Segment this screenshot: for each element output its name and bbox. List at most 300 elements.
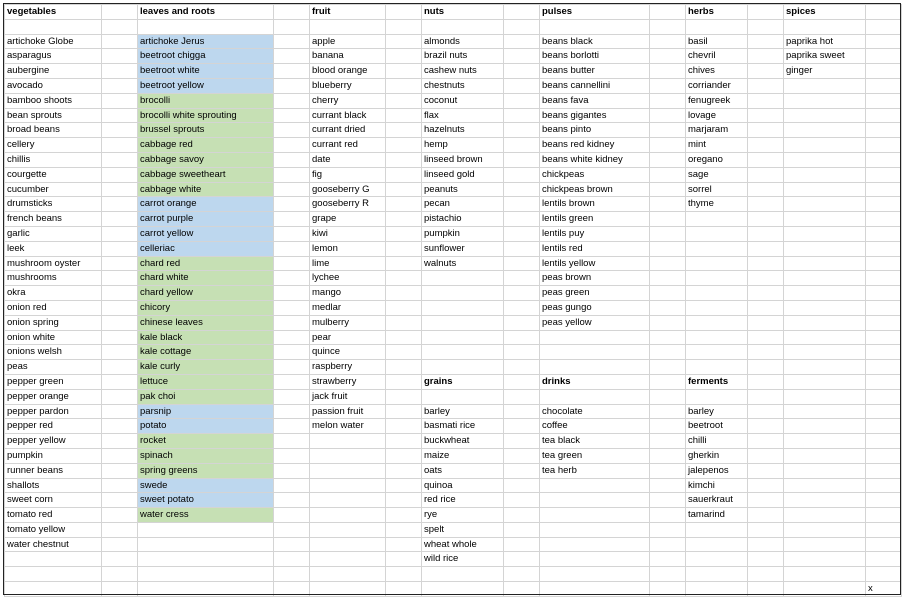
cell[interactable]	[386, 197, 422, 212]
pulse-cell[interactable]: beans pinto	[540, 123, 650, 138]
herb-cell[interactable]: sage	[686, 167, 748, 182]
cell[interactable]	[748, 419, 784, 434]
cell[interactable]	[310, 478, 386, 493]
pulse-cell[interactable]: lentils green	[540, 212, 650, 227]
cell[interactable]	[274, 123, 310, 138]
leaves-and-roots-cell[interactable]: carrot purple	[138, 212, 274, 227]
cell[interactable]	[504, 419, 540, 434]
cell[interactable]	[386, 19, 422, 34]
cell[interactable]	[386, 448, 422, 463]
cell[interactable]	[386, 286, 422, 301]
cell[interactable]	[748, 434, 784, 449]
cell[interactable]	[422, 567, 504, 582]
cell[interactable]	[274, 138, 310, 153]
vegetable-cell[interactable]: drumsticks	[5, 197, 102, 212]
cell[interactable]	[686, 330, 748, 345]
cell[interactable]	[504, 463, 540, 478]
cell[interactable]	[138, 537, 274, 552]
cell[interactable]	[784, 286, 866, 301]
header-fruit[interactable]: fruit	[310, 5, 386, 20]
cell[interactable]	[650, 345, 686, 360]
cell[interactable]	[386, 152, 422, 167]
vegetable-cell[interactable]: aubergine	[5, 64, 102, 79]
fruit-cell[interactable]: gooseberry R	[310, 197, 386, 212]
fruit-cell[interactable]: jack fruit	[310, 389, 386, 404]
cell[interactable]	[274, 108, 310, 123]
cell[interactable]	[386, 123, 422, 138]
cell[interactable]	[386, 108, 422, 123]
cell[interactable]	[386, 315, 422, 330]
fruit-cell[interactable]: blood orange	[310, 64, 386, 79]
cell[interactable]	[784, 567, 866, 582]
cell[interactable]	[784, 108, 866, 123]
cell[interactable]	[274, 389, 310, 404]
cell[interactable]	[386, 241, 422, 256]
nut-cell[interactable]: sunflower	[422, 241, 504, 256]
herb-cell[interactable]: thyme	[686, 197, 748, 212]
cell[interactable]	[650, 49, 686, 64]
cell[interactable]	[102, 522, 138, 537]
cell[interactable]	[650, 78, 686, 93]
fruit-cell[interactable]: grape	[310, 212, 386, 227]
cell[interactable]	[504, 78, 540, 93]
fruit-cell[interactable]: strawberry	[310, 374, 386, 389]
cell[interactable]	[274, 300, 310, 315]
header-herbs[interactable]: herbs	[686, 5, 748, 20]
cell[interactable]	[748, 567, 784, 582]
cell[interactable]	[5, 567, 102, 582]
cell[interactable]	[102, 330, 138, 345]
cell[interactable]	[386, 522, 422, 537]
pulse-cell[interactable]: beans borlotti	[540, 49, 650, 64]
leaves-and-roots-cell[interactable]: chinese leaves	[138, 315, 274, 330]
cell[interactable]	[310, 448, 386, 463]
cell[interactable]	[784, 315, 866, 330]
cell[interactable]	[504, 108, 540, 123]
cell[interactable]	[748, 123, 784, 138]
fruit-cell[interactable]: passion fruit	[310, 404, 386, 419]
cell[interactable]	[540, 552, 650, 567]
cell[interactable]	[504, 522, 540, 537]
ferment-cell[interactable]: tamarind	[686, 508, 748, 523]
cell[interactable]	[504, 434, 540, 449]
cell[interactable]	[748, 300, 784, 315]
cell[interactable]	[748, 152, 784, 167]
cell[interactable]	[504, 138, 540, 153]
pulse-cell[interactable]: beans white kidney	[540, 152, 650, 167]
cell[interactable]	[866, 271, 902, 286]
cell[interactable]	[748, 493, 784, 508]
cell[interactable]	[274, 434, 310, 449]
cell[interactable]	[274, 374, 310, 389]
cell[interactable]	[650, 64, 686, 79]
leaves-and-roots-cell[interactable]: parsnip	[138, 404, 274, 419]
cell[interactable]	[650, 167, 686, 182]
grain-cell[interactable]: wheat whole	[422, 537, 504, 552]
cell[interactable]	[686, 537, 748, 552]
cell[interactable]	[102, 419, 138, 434]
cell[interactable]	[748, 463, 784, 478]
cell[interactable]	[748, 404, 784, 419]
cell[interactable]	[274, 552, 310, 567]
cell[interactable]	[386, 93, 422, 108]
cell[interactable]	[686, 286, 748, 301]
nut-cell[interactable]: pumpkin	[422, 226, 504, 241]
leaves-and-roots-cell[interactable]: cabbage savoy	[138, 152, 274, 167]
cell[interactable]	[504, 152, 540, 167]
herb-cell[interactable]: mint	[686, 138, 748, 153]
marker-x[interactable]: x	[866, 582, 902, 597]
cell[interactable]	[102, 478, 138, 493]
fruit-cell[interactable]: lemon	[310, 241, 386, 256]
cell[interactable]	[422, 19, 504, 34]
cell[interactable]	[504, 212, 540, 227]
cell[interactable]	[422, 360, 504, 375]
cell[interactable]	[650, 241, 686, 256]
cell[interactable]	[504, 271, 540, 286]
cell[interactable]	[504, 197, 540, 212]
cell[interactable]	[540, 493, 650, 508]
cell[interactable]	[504, 567, 540, 582]
cell[interactable]	[274, 286, 310, 301]
fruit-cell[interactable]: mango	[310, 286, 386, 301]
cell[interactable]	[686, 360, 748, 375]
fruit-cell[interactable]: mulberry	[310, 315, 386, 330]
cell[interactable]	[866, 108, 902, 123]
spice-cell[interactable]: paprika hot	[784, 34, 866, 49]
cell[interactable]	[386, 34, 422, 49]
cell[interactable]	[650, 434, 686, 449]
cell[interactable]	[274, 522, 310, 537]
cell[interactable]	[386, 300, 422, 315]
ferment-cell[interactable]: jalepenos	[686, 463, 748, 478]
cell[interactable]	[274, 582, 310, 597]
cell[interactable]	[504, 508, 540, 523]
vegetable-cell[interactable]: onions welsh	[5, 345, 102, 360]
cell[interactable]	[686, 271, 748, 286]
pulse-cell[interactable]: beans black	[540, 34, 650, 49]
cell[interactable]	[866, 434, 902, 449]
cell[interactable]	[422, 300, 504, 315]
cell[interactable]	[274, 567, 310, 582]
cell[interactable]	[650, 522, 686, 537]
cell[interactable]	[386, 256, 422, 271]
cell[interactable]	[274, 152, 310, 167]
cell[interactable]	[748, 286, 784, 301]
cell[interactable]	[274, 508, 310, 523]
cell[interactable]	[274, 315, 310, 330]
cell[interactable]	[748, 226, 784, 241]
cell[interactable]	[650, 226, 686, 241]
vegetable-cell[interactable]: mushrooms	[5, 271, 102, 286]
grain-cell[interactable]: red rice	[422, 493, 504, 508]
cell[interactable]	[504, 226, 540, 241]
vegetable-cell[interactable]: onion spring	[5, 315, 102, 330]
cell[interactable]	[310, 434, 386, 449]
cell[interactable]	[102, 49, 138, 64]
vegetable-cell[interactable]: bamboo shoots	[5, 93, 102, 108]
cell[interactable]	[784, 241, 866, 256]
cell[interactable]	[784, 123, 866, 138]
vegetable-cell[interactable]: broad beans	[5, 123, 102, 138]
cell[interactable]	[386, 226, 422, 241]
cell[interactable]	[386, 508, 422, 523]
header-nuts[interactable]: nuts	[422, 5, 504, 20]
cell[interactable]	[784, 582, 866, 597]
cell[interactable]	[540, 478, 650, 493]
cell[interactable]	[504, 256, 540, 271]
nut-cell[interactable]: coconut	[422, 93, 504, 108]
header-grains[interactable]: grains	[422, 374, 504, 389]
cell[interactable]	[650, 5, 686, 20]
cell[interactable]	[386, 138, 422, 153]
nut-cell[interactable]: brazil nuts	[422, 49, 504, 64]
drink-cell[interactable]: tea green	[540, 448, 650, 463]
leaves-and-roots-cell[interactable]: water cress	[138, 508, 274, 523]
pulse-cell[interactable]: beans red kidney	[540, 138, 650, 153]
leaves-and-roots-cell[interactable]: kale curly	[138, 360, 274, 375]
ferment-cell[interactable]: kimchi	[686, 478, 748, 493]
cell[interactable]	[386, 212, 422, 227]
cell[interactable]	[866, 300, 902, 315]
cell[interactable]	[274, 256, 310, 271]
cell[interactable]	[866, 360, 902, 375]
cell[interactable]	[650, 448, 686, 463]
cell[interactable]	[274, 78, 310, 93]
cell[interactable]	[102, 78, 138, 93]
cell[interactable]	[748, 360, 784, 375]
leaves-and-roots-cell[interactable]: brussel sprouts	[138, 123, 274, 138]
cell[interactable]	[138, 19, 274, 34]
cell[interactable]	[784, 434, 866, 449]
ferment-cell[interactable]: chilli	[686, 434, 748, 449]
cell[interactable]	[748, 197, 784, 212]
cell[interactable]	[866, 286, 902, 301]
cell[interactable]	[386, 345, 422, 360]
cell[interactable]	[784, 19, 866, 34]
vegetable-cell[interactable]: tomato red	[5, 508, 102, 523]
nut-cell[interactable]: cashew nuts	[422, 64, 504, 79]
cell[interactable]	[102, 567, 138, 582]
pulse-cell[interactable]: beans fava	[540, 93, 650, 108]
leaves-and-roots-cell[interactable]: cabbage red	[138, 138, 274, 153]
cell[interactable]	[504, 64, 540, 79]
cell[interactable]	[866, 167, 902, 182]
cell[interactable]	[422, 271, 504, 286]
cell[interactable]	[686, 389, 748, 404]
vegetable-cell[interactable]: leek	[5, 241, 102, 256]
cell[interactable]	[866, 508, 902, 523]
cell[interactable]	[386, 434, 422, 449]
nut-cell[interactable]: peanuts	[422, 182, 504, 197]
pulse-cell[interactable]: beans cannellini	[540, 78, 650, 93]
herb-cell[interactable]: corriander	[686, 78, 748, 93]
cell[interactable]	[650, 138, 686, 153]
cell[interactable]	[274, 463, 310, 478]
cell[interactable]	[102, 138, 138, 153]
cell[interactable]	[102, 315, 138, 330]
cell[interactable]	[650, 152, 686, 167]
fruit-cell[interactable]: pear	[310, 330, 386, 345]
cell[interactable]	[504, 34, 540, 49]
cell[interactable]	[102, 64, 138, 79]
herb-cell[interactable]: fenugreek	[686, 93, 748, 108]
cell[interactable]	[784, 152, 866, 167]
cell[interactable]	[866, 34, 902, 49]
cell[interactable]	[784, 463, 866, 478]
cell[interactable]	[540, 330, 650, 345]
cell[interactable]	[386, 389, 422, 404]
grain-cell[interactable]: basmati rice	[422, 419, 504, 434]
cell[interactable]	[102, 493, 138, 508]
cell[interactable]	[102, 123, 138, 138]
cell[interactable]	[866, 197, 902, 212]
cell[interactable]	[784, 226, 866, 241]
cell[interactable]	[386, 64, 422, 79]
cell[interactable]	[5, 582, 102, 597]
cell[interactable]	[866, 345, 902, 360]
cell[interactable]	[866, 182, 902, 197]
cell[interactable]	[102, 226, 138, 241]
cell[interactable]	[540, 567, 650, 582]
cell[interactable]	[866, 330, 902, 345]
cell[interactable]	[102, 108, 138, 123]
leaves-and-roots-cell[interactable]: celleriac	[138, 241, 274, 256]
cell[interactable]	[138, 582, 274, 597]
ferment-cell[interactable]: gherkin	[686, 448, 748, 463]
nut-cell[interactable]: almonds	[422, 34, 504, 49]
vegetable-cell[interactable]: tomato yellow	[5, 522, 102, 537]
cell[interactable]	[386, 49, 422, 64]
leaves-and-roots-cell[interactable]: rocket	[138, 434, 274, 449]
cell[interactable]	[784, 360, 866, 375]
fruit-cell[interactable]: lime	[310, 256, 386, 271]
cell[interactable]	[102, 582, 138, 597]
cell[interactable]	[386, 419, 422, 434]
vegetable-cell[interactable]: french beans	[5, 212, 102, 227]
cell[interactable]	[866, 478, 902, 493]
cell[interactable]	[274, 182, 310, 197]
cell[interactable]	[784, 167, 866, 182]
vegetable-cell[interactable]: pepper green	[5, 374, 102, 389]
cell[interactable]	[274, 345, 310, 360]
cell[interactable]	[504, 300, 540, 315]
grain-cell[interactable]: spelt	[422, 522, 504, 537]
cell[interactable]	[422, 330, 504, 345]
cell[interactable]	[274, 404, 310, 419]
cell[interactable]	[866, 5, 902, 20]
spice-cell[interactable]: paprika sweet	[784, 49, 866, 64]
cell[interactable]	[686, 315, 748, 330]
cell[interactable]	[274, 212, 310, 227]
cell[interactable]	[422, 389, 504, 404]
vegetable-cell[interactable]: onion red	[5, 300, 102, 315]
pulse-cell[interactable]: lentils red	[540, 241, 650, 256]
cell[interactable]	[650, 508, 686, 523]
cell[interactable]	[504, 582, 540, 597]
cell[interactable]	[274, 448, 310, 463]
cell[interactable]	[386, 374, 422, 389]
cell[interactable]	[686, 241, 748, 256]
cell[interactable]	[866, 49, 902, 64]
cell[interactable]	[866, 152, 902, 167]
cell[interactable]	[650, 389, 686, 404]
cell[interactable]	[274, 241, 310, 256]
cell[interactable]	[422, 582, 504, 597]
cell[interactable]	[784, 138, 866, 153]
cell[interactable]	[748, 374, 784, 389]
pulse-cell[interactable]: lentils yellow	[540, 256, 650, 271]
cell[interactable]	[650, 300, 686, 315]
cell[interactable]	[102, 300, 138, 315]
leaves-and-roots-cell[interactable]: pak choi	[138, 389, 274, 404]
cell[interactable]	[138, 552, 274, 567]
vegetable-cell[interactable]: okra	[5, 286, 102, 301]
cell[interactable]	[748, 330, 784, 345]
fruit-cell[interactable]: currant black	[310, 108, 386, 123]
ferment-cell[interactable]: beetroot	[686, 419, 748, 434]
cell[interactable]	[784, 330, 866, 345]
drink-cell[interactable]: chocolate	[540, 404, 650, 419]
cell[interactable]	[784, 256, 866, 271]
nut-cell[interactable]: hazelnuts	[422, 123, 504, 138]
cell[interactable]	[784, 197, 866, 212]
cell[interactable]	[274, 478, 310, 493]
cell[interactable]	[386, 537, 422, 552]
cell[interactable]	[102, 182, 138, 197]
cell[interactable]	[650, 360, 686, 375]
leaves-and-roots-cell[interactable]: cabbage white	[138, 182, 274, 197]
nut-cell[interactable]: hemp	[422, 138, 504, 153]
cell[interactable]	[866, 552, 902, 567]
cell[interactable]	[102, 537, 138, 552]
cell[interactable]	[686, 582, 748, 597]
leaves-and-roots-cell[interactable]: spinach	[138, 448, 274, 463]
cell[interactable]	[748, 508, 784, 523]
cell[interactable]	[650, 478, 686, 493]
nut-cell[interactable]: linseed brown	[422, 152, 504, 167]
vegetable-cell[interactable]: courgette	[5, 167, 102, 182]
vegetable-cell[interactable]: sweet corn	[5, 493, 102, 508]
cell[interactable]	[386, 78, 422, 93]
cell[interactable]	[748, 5, 784, 20]
leaves-and-roots-cell[interactable]: beetroot white	[138, 64, 274, 79]
cell[interactable]	[386, 404, 422, 419]
cell[interactable]	[386, 330, 422, 345]
vegetable-cell[interactable]: cellery	[5, 138, 102, 153]
cell[interactable]	[102, 434, 138, 449]
cell[interactable]	[102, 34, 138, 49]
fruit-cell[interactable]: banana	[310, 49, 386, 64]
cell[interactable]	[784, 78, 866, 93]
cell[interactable]	[748, 389, 784, 404]
cell[interactable]	[650, 419, 686, 434]
leaves-and-roots-cell[interactable]: brocolli	[138, 93, 274, 108]
leaves-and-roots-cell[interactable]: lettuce	[138, 374, 274, 389]
vegetable-cell[interactable]: pumpkin	[5, 448, 102, 463]
leaves-and-roots-cell[interactable]: chicory	[138, 300, 274, 315]
vegetable-cell[interactable]: avocado	[5, 78, 102, 93]
cell[interactable]	[784, 493, 866, 508]
header-pulses[interactable]: pulses	[540, 5, 650, 20]
leaves-and-roots-cell[interactable]: chard yellow	[138, 286, 274, 301]
cell[interactable]	[386, 167, 422, 182]
cell[interactable]	[866, 463, 902, 478]
leaves-and-roots-cell[interactable]: chard red	[138, 256, 274, 271]
ferment-cell[interactable]: barley	[686, 404, 748, 419]
cell[interactable]	[5, 552, 102, 567]
cell[interactable]	[650, 123, 686, 138]
